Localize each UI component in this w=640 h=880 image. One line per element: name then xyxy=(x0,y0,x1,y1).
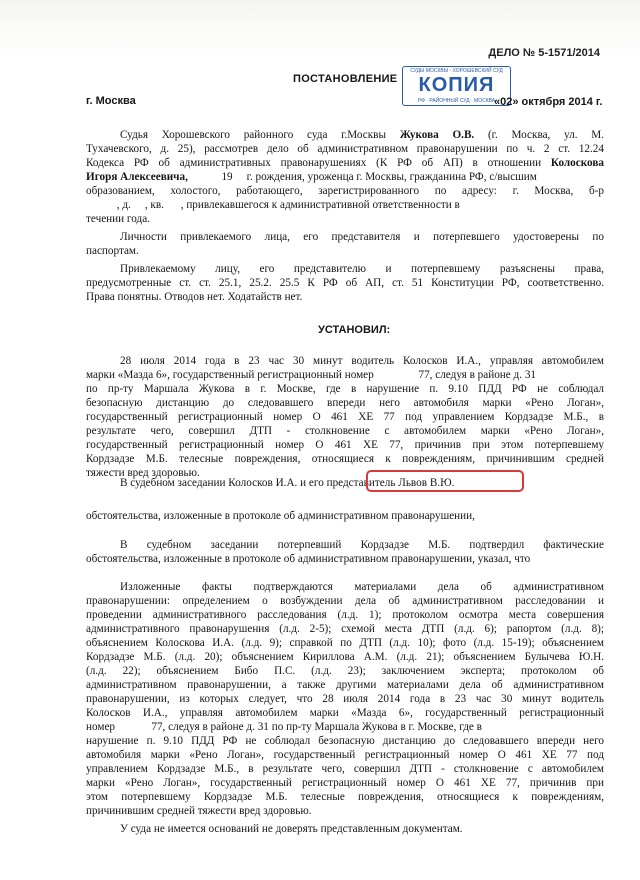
evidence-line: причинившим средней тяжести вред здоровью. xyxy=(86,805,312,817)
facts-line: по пр-ту Маршала Жукова в г. Москве, где в нарушение п. 9.10 ПДД РФ не соблюдал xyxy=(86,383,604,395)
hearing-line: В судебном заседании Колосков И.А. и его представитель Львов В.Ю. xyxy=(120,477,455,489)
red-highlight-box xyxy=(366,470,524,492)
evidence-line: марки «Рено Логан», государственный регистрационный номер О 461 ХЕ 77, причинив при xyxy=(86,777,604,789)
facts-line: государственный регистрационный номер О 461 ХЕ 77, причинив при этом потерпевшему xyxy=(86,439,604,451)
closing-line: У суда не имеется оснований не доверять представленным документам. xyxy=(120,823,463,835)
evidence-line: объяснением Колоскова И.А. (л.д. 9); справкой по ДТП (л.д. 10); фото (л.д. 15-19); объяснением xyxy=(86,637,604,649)
evidence-line: проведении административного расследования (л.д. 1); протоколом осмотра места совершения xyxy=(86,609,604,621)
intro-line: течении года. xyxy=(86,213,150,225)
intro-line: образованием, холостого, работающего, зарегистрированного по адресу: г. Москва, б-р xyxy=(86,185,604,197)
intro-line: Кодекса РФ об административных правонарушениях (К РФ об АП) в отношении Колоскова xyxy=(86,157,604,169)
representative-highlight-text: представитель Львов В.Ю. xyxy=(326,477,455,489)
stamp-bottom-text: РФ · РАЙОННЫЙ СУД · МОСКВА xyxy=(417,98,496,104)
document-date: «02» октября 2014 г. xyxy=(494,96,603,108)
stamp-top-text: СУДЫ МОСКВЫ · ХОРОШЕВСКИЙ СУД xyxy=(410,68,503,74)
evidence-line: (л.д. 22); объяснением Бибо П.С. (л.д. 23); заключением эксперта; протоколом об xyxy=(86,665,604,677)
rights-line: Права понятны. Отводов нет. Ходатайств нет. xyxy=(86,291,303,303)
evidence-line: нарушение п. 9.10 ПДД РФ не соблюдал безопасную дистанцию до следовавшего впереди него xyxy=(86,735,604,747)
evidence-line: правонарушении: определением о возбуждении дела об административном расследовании и xyxy=(86,595,604,607)
intro-line: Тухачевского, д. 25), рассмотрев дело об административном правонарушении по ч. 2 ст. 12.24 xyxy=(86,143,604,155)
bleed-through-text xyxy=(40,6,600,46)
facts-line: тяжести вред здоровью. xyxy=(86,467,200,479)
facts-line: марки «Мазда 6», государственный регистрационный номер 77, следуя в районе д. 31 xyxy=(86,369,537,381)
evidence-line: Колосков И.А., управляя автомобилем марки «Мазда 6», государственный регистрационный xyxy=(86,707,604,719)
victim-line: В судебном заседании потерпевший Кордзадзе М.Б. подтвердил фактические xyxy=(120,539,604,551)
persons-line: паспортам. xyxy=(86,245,139,257)
persons-line: Личности привлекаемого лица, его представителя и потерпевшего удостоверены по xyxy=(120,231,604,243)
rights-line: Привлекаемому лицу, его представителю и потерпевшему разъяснены права, xyxy=(120,263,604,275)
facts-line: безопасную дистанцию до следовавшего впереди него автомобиля марки «Рено Логан», xyxy=(86,397,604,409)
evidence-line: Изложенные факты подтверждаются материалами дела об административном xyxy=(120,581,604,593)
rights-line: предусмотренные ст. ст. 25.1, 25.2. 25.5 К РФ об АП, ст. 51 Конституции РФ, соответственно. xyxy=(86,277,604,289)
evidence-line: этом потерпевшему Кордзадзе М.Б. телесные повреждения, относящиеся к повреждениям, xyxy=(86,791,604,803)
evidence-line: правонарушении, из которых следует, что 28 июля 2014 года в 23 час 30 минут водитель xyxy=(86,693,604,705)
document-title: ПОСТАНОВЛЕНИЕ xyxy=(293,73,398,85)
evidence-line: управлением Кордзадзе М.Б., в результате чего, совершил ДТП - столкновение с автомобилем xyxy=(86,763,604,775)
intro-line: , д. , кв. , привлекавшегося к административной ответственности в xyxy=(86,199,460,211)
facts-line: 28 июля 2014 года в 23 час 30 минут водитель Колосков И.А., управляя автомобилем xyxy=(120,355,604,367)
city: г. Москва xyxy=(86,95,136,107)
facts-line: государственный регистрационный номер О 461 ХЕ 77 под управлением Кордзадзе М.Б., в xyxy=(86,411,604,423)
facts-line: результате чего, совершил ДТП - столкновение с автомобилем марки «Рено Логан», xyxy=(86,425,604,437)
evidence-line: административного правонарушения (л.д. 2-5); схемой места ДТП (л.д. 6); рапортом (л.д. 8); xyxy=(86,623,604,635)
intro-line: Игоря Алексеевича, 19 г. рождения, уроженца г. Москвы, гражданина РФ, с/высшим xyxy=(86,171,537,183)
case-number: ДЕЛО № 5-1571/2014 xyxy=(488,47,600,59)
evidence-line: автомобиля марки «Рено Логан», государственный регистрационный номер О 461 ХЕ 77 под xyxy=(86,749,604,761)
intro-line: Судья Хорошевского районного суда г.Москвы Жукова О.В. (г. Москва, ул. М. xyxy=(120,129,604,141)
established-heading: УСТАНОВИЛ: xyxy=(318,324,391,336)
facts-line: Кордзадзе М.Б. телесные повреждения, относящиеся к повреждениям, причинившим средней xyxy=(86,453,604,465)
evidence-line: административном правонарушении, а также другими материалами дела об административном xyxy=(86,679,604,691)
stamp-main-text: КОПИЯ xyxy=(418,74,495,96)
circumstances-line: обстоятельства, изложенные в протоколе об административном правонарушении, xyxy=(86,510,475,522)
evidence-line: номер 77, следуя в районе д. 31 по пр-ту Маршала Жукова в г. Москве, где в xyxy=(86,721,482,733)
victim-line: обстоятельства, изложенные в протоколе об административном правонарушении, указал, что xyxy=(86,553,531,565)
evidence-line: Кордзадзе М.Б. (л.д. 20); объяснением Кириллова А.М. (л.д. 21); объяснением Булычева Ю.Н. xyxy=(86,651,604,663)
